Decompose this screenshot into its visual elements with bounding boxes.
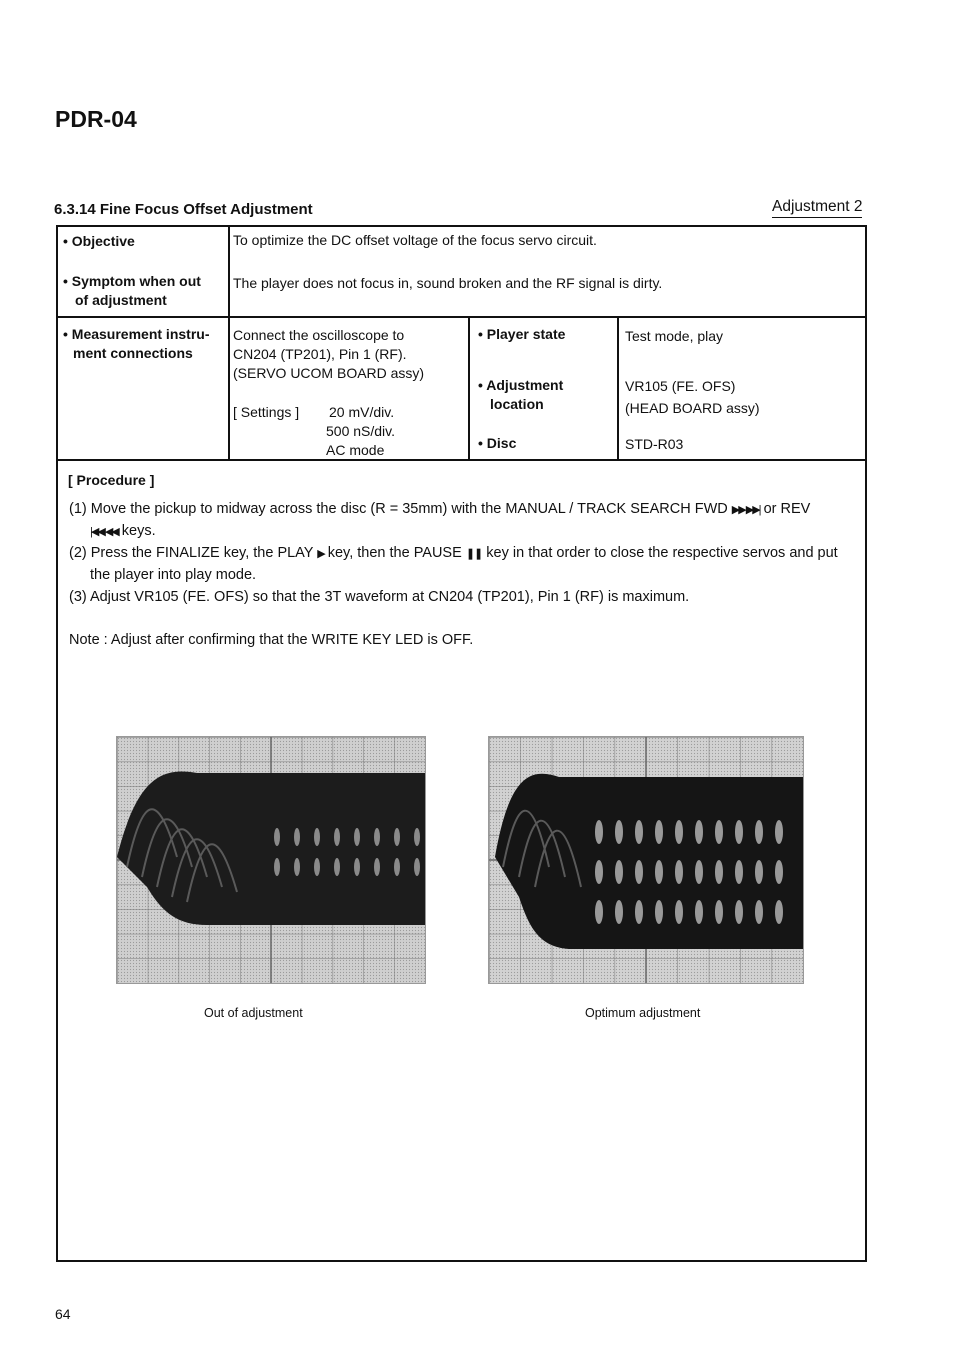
table-rule — [468, 317, 470, 460]
step-text: keys. — [121, 523, 156, 539]
procedure-heading: [ Procedure ] — [68, 472, 155, 488]
setting-value: AC mode — [326, 442, 385, 458]
table-rule — [56, 316, 867, 318]
fwd-search-icon: ▶▶ ▶▶| — [731, 504, 760, 516]
step-text: (1) Move the pickup to midway across the disc (R = 35mm) with the MANUAL / TRACK SEARCH FWD — [69, 501, 728, 517]
procedure-step-1 — [69, 499, 859, 522]
page-number: 64 — [55, 1306, 71, 1322]
table-rule — [56, 459, 867, 461]
procedure-step-2-cont: the player into play mode. — [90, 567, 257, 583]
objective-label: • Objective — [63, 233, 135, 249]
disc-label: • Disc — [478, 435, 517, 451]
player-state-label: • Player state — [478, 326, 566, 342]
adjustment-location-label: • Adjustment — [478, 377, 564, 393]
settings-label: [ Settings ] — [233, 404, 300, 420]
procedure-step-1-cont — [90, 521, 156, 544]
model-title: PDR-04 — [55, 106, 137, 132]
connection-text: CN204 (TP201), Pin 1 (RF). — [233, 346, 407, 362]
symptom-label: • Symptom when out — [63, 273, 201, 289]
adjustment-location-value: (HEAD BOARD assy) — [625, 400, 760, 416]
figure-caption-out-of-adjustment: Out of adjustment — [204, 1006, 303, 1020]
rev-search-icon: |◀◀ ◀◀ — [90, 526, 118, 538]
symptom-label: of adjustment — [75, 292, 167, 308]
adjustment-tag: Adjustment 2 — [772, 198, 862, 218]
step-text: key, then the PAUSE — [327, 545, 462, 561]
measurement-label: • Measurement instru- — [63, 326, 210, 342]
player-state-value: Test mode, play — [625, 328, 724, 344]
step-text: key in that order to close the respective servos and put — [486, 545, 838, 561]
table-rule — [617, 317, 619, 460]
adjustment-location-label: location — [490, 396, 544, 412]
figure-caption-optimum-adjustment: Optimum adjustment — [585, 1006, 701, 1020]
connection-text: (SERVO UCOM BOARD assy) — [233, 365, 425, 381]
oscilloscope-photo-optimum-adjustment — [488, 736, 804, 984]
play-icon: ▶ — [317, 548, 324, 560]
step-text: or REV — [763, 501, 811, 517]
oscilloscope-photo-out-of-adjustment — [116, 736, 426, 984]
disc-value: STD-R03 — [625, 436, 684, 452]
section-title: 6.3.14 Fine Focus Offset Adjustment — [54, 201, 313, 218]
setting-value: 500 nS/div. — [326, 423, 396, 439]
measurement-label: ment connections — [73, 345, 193, 361]
procedure-note: Note : Adjust after confirming that the WRITE KEY LED is OFF. — [69, 632, 474, 648]
procedure-step-2 — [69, 543, 838, 566]
pause-icon: ❚❚ — [465, 548, 483, 560]
objective-text: To optimize the DC offset voltage of the focus servo circuit. — [233, 232, 597, 248]
table-rule — [228, 225, 230, 461]
symptom-text: The player does not focus in, sound broken and the RF signal is dirty. — [233, 275, 663, 291]
adjustment-location-value: VR105 (FE. OFS) — [625, 378, 736, 394]
setting-value: 20 mV/div. — [329, 404, 395, 420]
procedure-step-3: (3) Adjust VR105 (FE. OFS) so that the 3T waveform at CN204 (TP201), Pin 1 (RF) is maximum. — [69, 589, 690, 605]
connection-text: Connect the oscilloscope to — [233, 327, 405, 343]
step-text: (2) Press the FINALIZE key, the PLAY — [69, 545, 314, 561]
